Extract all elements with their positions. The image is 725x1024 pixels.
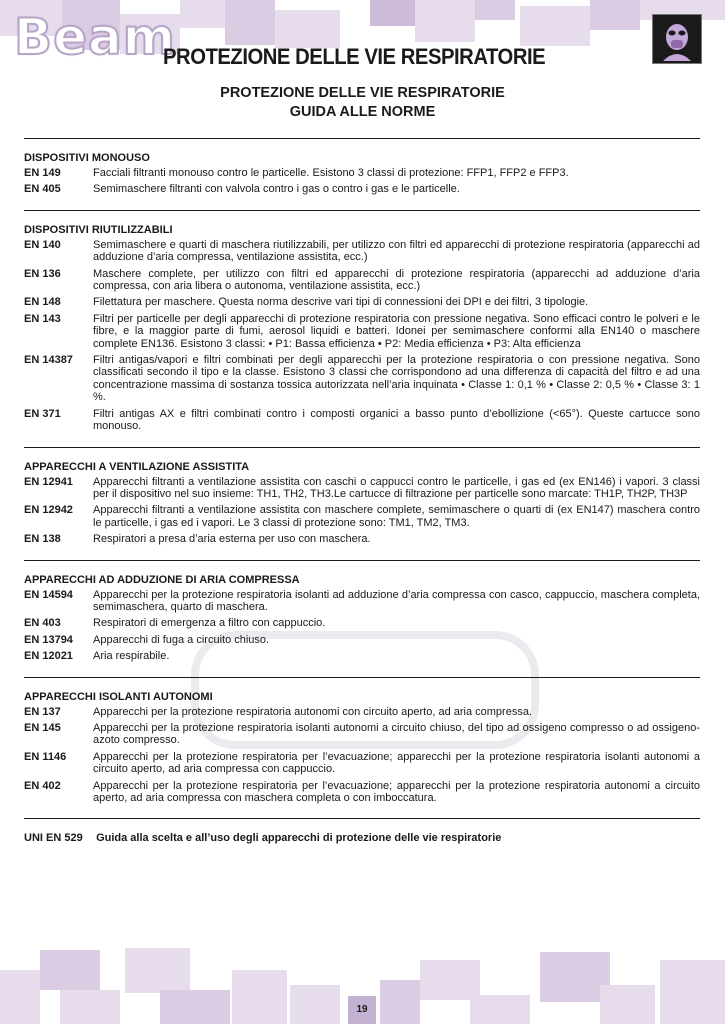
- standard-code: EN 14594: [24, 588, 73, 601]
- standard-code: EN 402: [24, 779, 61, 792]
- standard-code: EN 140: [24, 238, 61, 251]
- list-item: [24, 533, 700, 545]
- standard-code: EN 149: [24, 167, 61, 179]
- list-item: [24, 354, 700, 404]
- section-isolanti-autonomi: [24, 677, 700, 819]
- list-item: [24, 706, 700, 718]
- standard-code: EN 143: [24, 312, 61, 325]
- standard-description: Filtri antigas AX e filtri combinati contro i composti organici a basso punto d’ebollizione (<65°). Queste cartucce sono monouso.: [93, 407, 700, 433]
- standard-description: Apparecchi per la protezione respiratoria per l’evacuazione; apparecchi per la protezione respiratoria autonomi a circuito aperto, ad aria compressa con maschera completa o con imboccatura.: [93, 779, 700, 804]
- footer-standard-description: Guida alla scelta e all’uso degli apparecchi di protezione delle vie respiratorie: [96, 832, 502, 845]
- respirator-mask-icon: [652, 14, 702, 64]
- standard-code: EN 136: [24, 267, 61, 280]
- section-ventilazione-assistita: [24, 447, 700, 560]
- standard-code: EN 12942: [24, 504, 73, 517]
- standard-code: EN 12021: [24, 650, 73, 663]
- list-item: [24, 167, 700, 179]
- section-dispositivi-monouso: [24, 138, 700, 210]
- standard-description: Apparecchi filtranti a ventilazione assistita con maschere complete, semimaschere o quarti di (ex EN147) maschera contro le particelle, i gas ed i vapori. Le 3 classi di protezione sono: TM1, TM2, TM3.: [93, 504, 700, 529]
- list-item: [24, 589, 700, 614]
- standard-description: Apparecchi filtranti a ventilazione assistita con caschi o cappucci contro le particelle, i gas ed (ex EN146) i vapori. 3 classi per il dispositivo nel suo insieme: TH1, TH2, TH3.Le cartucce di filtrazione per particelle sono marcate: TH1P, TH2P, TH3P: [93, 475, 700, 500]
- section-title: DISPOSITIVI RIUTILIZZABILI: [24, 223, 173, 236]
- standard-code: EN 13794: [24, 633, 73, 646]
- footer-standard-code: UNI EN 529: [24, 832, 83, 845]
- list-item: [24, 313, 700, 350]
- subtitle-line-1: PROTEZIONE DELLE VIE RESPIRATORIE: [220, 85, 505, 101]
- section-aria-compressa: [24, 560, 700, 677]
- footer-reference: [24, 818, 700, 845]
- standard-code: EN 148: [24, 296, 61, 309]
- list-item: [24, 617, 700, 629]
- standard-code: EN 371: [24, 407, 61, 420]
- standard-code: EN 14387: [24, 354, 73, 367]
- standard-code: EN 137: [24, 705, 61, 718]
- list-item: [24, 780, 700, 805]
- list-item: [24, 239, 700, 264]
- section-title: DISPOSITIVI MONOUSO: [24, 152, 150, 164]
- standard-code: EN 145: [24, 721, 61, 734]
- list-item: [24, 183, 700, 195]
- list-item: [24, 722, 700, 747]
- standard-code: EN 1146: [24, 750, 67, 763]
- standard-description: Respiratori di emergenza a filtro con cappuccio.: [93, 617, 326, 630]
- subtitle-line-2: GUIDA ALLE NORME: [289, 104, 436, 120]
- standard-description: Apparecchi di fuga a circuito chiuso.: [93, 633, 270, 646]
- beam-logo: Beam: [14, 8, 176, 66]
- standard-description: Respiratori a presa d’aria esterna per uso con maschera.: [93, 533, 371, 546]
- list-item: [24, 476, 700, 501]
- standard-code: EN 403: [24, 617, 61, 630]
- list-item: [24, 296, 700, 308]
- standard-description: Filtri per particelle per degli apparecchi di protezione respiratoria con pressione negativa. Sono efficaci contro le polveri e le fibre, e la maggior parte di fumi, aerosol liquidi e batteri. Idonei per semimaschere conformi alla EN140 o maschere complete EN136. Esistono 3 classi: • P1: Bassa efficienza • P2: Media efficienza • P3: Alta efficienza: [93, 312, 700, 350]
- standard-description: Semimaschere filtranti con valvola contro i gas o contro i gas e le particelle.: [93, 183, 460, 196]
- standard-description: Apparecchi per la protezione respiratoria isolanti autonomi a circuito chiuso, del tipo ad ossigeno compresso o ad ossigeno-azoto compresso.: [93, 721, 700, 747]
- list-item: [24, 634, 700, 646]
- list-item: [24, 504, 700, 529]
- section-dispositivi-riutilizzabili: [24, 210, 700, 447]
- standard-description: Apparecchi per la protezione respiratoria per l’evacuazione; apparecchi per la protezione respiratoria isolanti autonomi a circuito aperto, ad aria compressa con cappuccio.: [93, 750, 700, 776]
- standard-description: Apparecchi per la protezione respiratoria isolanti ad adduzione d’aria compressa con casco, cappuccio, maschera completa, semimaschera, quarto di maschera.: [93, 588, 700, 613]
- section-title: APPARECCHI ISOLANTI AUTONOMI: [24, 690, 213, 703]
- standard-description: Apparecchi per la protezione respiratoria autonomi con circuito aperto, ad aria compressa.: [93, 705, 533, 718]
- list-item: [24, 408, 700, 433]
- standard-code: EN 12941: [24, 475, 73, 488]
- page-number: 19: [348, 996, 376, 1024]
- list-item: [24, 751, 700, 776]
- standard-description: Semimaschere e quarti di maschera riutilizzabili, per utilizzo con filtri ed apparecchi di protezione respiratoria (apparecchi ad adduzione d’aria compressa, ventilazione assistita, ecc.): [93, 238, 700, 264]
- standard-description: Filettatura per maschere. Questa norma descrive vari tipi di connessioni dei DPI e dei filtri, 3 tipologie.: [93, 296, 589, 309]
- standard-description: Facciali filtranti monouso contro le particelle. Esistono 3 classi di protezione: FFP1, FFP2 e FFP3.: [93, 167, 569, 179]
- document-subtitle: [0, 84, 725, 122]
- section-title: APPARECCHI AD ADDUZIONE DI ARIA COMPRESSA: [24, 573, 300, 586]
- list-item: [24, 650, 700, 662]
- section-title: APPARECCHI A VENTILAZIONE ASSISTITA: [24, 460, 250, 473]
- standard-description: Maschere complete, per utilizzo con filtri ed apparecchi di protezione respiratoria (apparecchi ad adduzione d’aria compressa, con aria libera o autonoma, ventilazione assistita, ecc.): [93, 267, 700, 293]
- standards-list: [24, 138, 700, 845]
- standard-code: EN 405: [24, 183, 61, 196]
- list-item: [24, 268, 700, 293]
- standard-description: Filtri antigas/vapori e filtri combinati per degli apparecchi per la protezione respiratoria o con pressione negativa. Sono classificati secondo il tipo e la classe. Esistono 3 classi che corrispondono ad una differenza di capacità del filtro e ad una concentrazione massima di sostanza tossica autorizzata nell’aria inquinata • Classe 1: 0,1 % • Classe 2: 0,5 % • Classe 3: 1 %.: [93, 354, 700, 404]
- standard-description: Aria respirabile.: [93, 650, 170, 663]
- page-title: PROTEZIONE DELLE VIE RESPIRATORIE: [163, 44, 546, 69]
- standard-code: EN 138: [24, 533, 61, 546]
